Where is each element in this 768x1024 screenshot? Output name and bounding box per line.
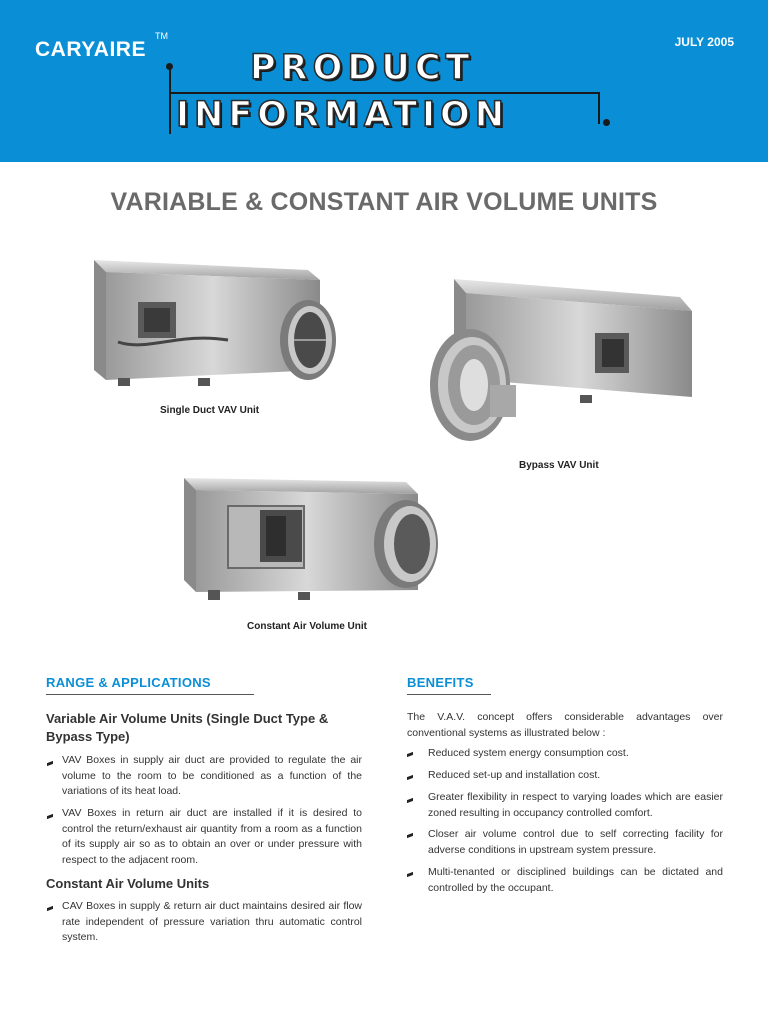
title-connector-dot-top — [166, 63, 173, 70]
range-heading-rule — [46, 694, 254, 695]
constant-air-volume-image — [178, 472, 446, 612]
vav-subheading: Variable Air Volume Units (Single Duct Type & Bypass Type) — [46, 711, 329, 744]
bullet-marker — [47, 906, 53, 911]
benefits-intro: The V.A.V. concept offers considerable advantages over conventional systems as illustrated below : — [407, 711, 723, 739]
vav-bullet-1: VAV Boxes in supply air duct are provided to regulate the air volume to the room to be conditioned as a function of the variations of its heat load. — [62, 754, 362, 797]
benefit-bullet-5: Multi-tenanted or disciplined buildings can be dictated and controlled by the occupant. — [428, 866, 723, 894]
bullet-marker — [407, 752, 413, 757]
benefit-bullet-1: Reduced system energy consumption cost. — [428, 747, 629, 759]
page-title: VARIABLE & CONSTANT AIR VOLUME UNITS — [110, 188, 658, 216]
title-connector-dot-right — [603, 119, 610, 126]
caption-constant: Constant Air Volume Unit — [247, 621, 367, 632]
cav-bullet-1: CAV Boxes in supply & return air duct maintains desired air flow rate independent of pressure variation thru automatic control system. — [62, 900, 362, 943]
caption-bypass: Bypass VAV Unit — [519, 460, 599, 471]
title-information: INFORMATION — [176, 95, 510, 135]
benefits-heading-rule — [407, 694, 491, 695]
benefit-bullet-3: Greater flexibility in respect to varying loades which are easier zoned resulting in occupancy controlled comfort. — [428, 791, 723, 819]
brand-logo: CARYAIRE — [35, 38, 146, 61]
bullet-marker — [47, 814, 53, 819]
cav-subheading: Constant Air Volume Units — [46, 876, 210, 891]
title-product: PRODUCT — [250, 48, 475, 88]
header-banner — [0, 0, 768, 162]
benefit-bullet-2: Reduced set-up and installation cost. — [428, 769, 601, 781]
title-connector-horizontal — [169, 92, 599, 94]
benefit-bullet-4: Closer air volume control due to self correcting facility for adverse conditions in upstream system pressure. — [428, 828, 723, 856]
title-connector-right — [598, 92, 600, 124]
caption-single-duct: Single Duct VAV Unit — [160, 405, 260, 416]
range-applications-heading: RANGE & APPLICATIONS — [46, 675, 211, 690]
bullet-marker — [407, 798, 413, 803]
bullet-marker — [407, 833, 413, 838]
trademark-mark: TM — [155, 31, 168, 41]
benefits-heading: BENEFITS — [407, 675, 474, 690]
bullet-marker — [407, 775, 413, 780]
vav-bullet-2: VAV Boxes in return air duct are installed if it is desired to control the return/exhaust air quantity from a room as a function of its supply air so as to obtain an over or under pressure with respect to the adjacent room. — [62, 807, 362, 866]
bypass-vav-image — [430, 275, 695, 445]
single-duct-vav-image — [88, 252, 350, 398]
issue-date: JULY 2005 — [674, 35, 734, 49]
title-connector-vertical — [169, 66, 171, 134]
bullet-marker — [407, 872, 413, 877]
bullet-marker — [47, 761, 53, 766]
